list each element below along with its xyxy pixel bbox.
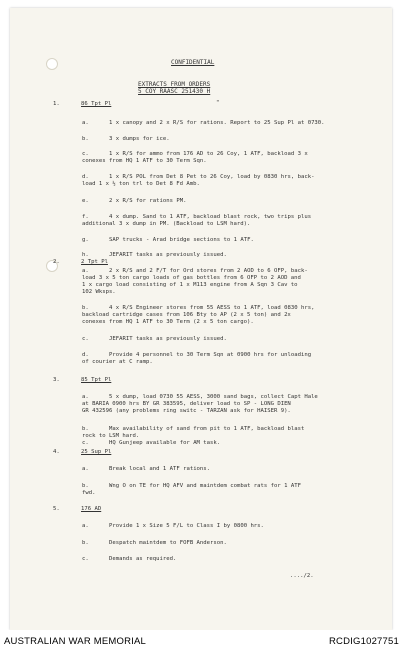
item-line: 2 x R/S for rations PM.: [109, 198, 187, 204]
section-number: 3.: [53, 377, 60, 383]
item-letter: b.: [82, 540, 89, 546]
section-number: 5.: [53, 506, 60, 512]
item-line: 5 x dump, load 0730 55 AESS, 3000 sand bags, collect Capt Hale: [109, 394, 318, 400]
item-line: GR 432596 (any problems ring switc - TARZAN ask for HAISER 9).: [82, 408, 291, 414]
item-letter: c.: [82, 151, 89, 157]
item-line: 102 Wksps.: [82, 289, 116, 295]
document-page: [10, 8, 392, 630]
item-line: Despatch maintdem to FOFB Anderson.: [109, 540, 227, 546]
item-line: 1 x cargo load consisting of 1 x M113 engine from A Sqn 3 Cav to: [82, 282, 298, 288]
item-line: 1 x R/S for ammo from 176 AD to 26 Coy, 1 ATF, backload 3 x: [109, 151, 308, 157]
item-line: rock to LSM hard.: [82, 433, 140, 439]
item-line: at BARIA 0900 hrs BY GR 383595, deliver load to SP - LONG DIEN: [82, 401, 291, 407]
document-title: EXTRACTS FROM ORDERS: [138, 81, 211, 88]
item-line: JEFARIT tasks as previously issued.: [109, 252, 227, 258]
item-line: JEFARIT tasks as previously issued.: [109, 336, 227, 342]
item-letter: b.: [82, 483, 89, 489]
item-line: conexes from HQ 1 ATF to 30 Term Sqn.: [82, 158, 207, 164]
item-line: Provide 1 x Size 5 F/L to Class I by 0800 hrs.: [109, 523, 264, 529]
archive-footer: [0, 630, 403, 653]
item-line: load 1 x ½ ton trl to Det 8 Fd Amb.: [82, 181, 200, 187]
item-line: Max availability of sand from pit to 1 ATF, backload blast: [109, 426, 305, 432]
item-letter: g.: [82, 237, 89, 243]
section-number: 2.: [53, 259, 60, 265]
item-line: fwd.: [82, 490, 96, 496]
item-line: of courier at C ramp.: [82, 359, 153, 365]
section-unit: 85 Tpt Pl: [81, 377, 112, 383]
item-letter: e.: [82, 198, 89, 204]
item-letter: d.: [82, 352, 89, 358]
item-line: Provide 4 personnel to 30 Term Sqn at 0900 hrs for unloading: [109, 352, 312, 358]
section-unit: 25 Sup Pl: [81, 449, 112, 455]
page-continuation: ..../2.: [290, 573, 314, 579]
item-line: additional 3 x dump in PM. (Backload to LSM hard).: [82, 221, 251, 227]
item-letter: d.: [82, 174, 89, 180]
item-letter: h.: [82, 252, 89, 258]
ditto-mark: ": [216, 100, 220, 106]
item-line: load 3 x 5 ton cargo loads of gas bottles from 6 OFP to 2 AOD and: [82, 275, 301, 281]
item-letter: a.: [82, 523, 89, 529]
item-line: 1 x R/S POL from Det 8 Pet to 26 Coy, load by 0830 hrs, back-: [109, 174, 315, 180]
item-line: 4 x R/S Engineer stores from 55 AESS to 1 ATF, load 0830 hrs,: [109, 305, 315, 311]
item-line: conexes from HQ 1 ATF to 30 Term (2 x 5 ton cargo).: [82, 319, 254, 325]
item-line: 1 x canopy and 2 x R/S for rations. Report to 25 Sup Pl at 0730.: [109, 120, 325, 126]
section-number: 1.: [53, 101, 60, 107]
archive-name: AUSTRALIAN WAR MEMORIAL: [4, 636, 147, 647]
item-letter: a.: [82, 394, 89, 400]
section-number: 4.: [53, 449, 60, 455]
item-letter: a.: [82, 268, 89, 274]
item-line: backload cartridge cases from 106 Bty to AP (2 x 5 ton) and 2x: [82, 312, 291, 318]
item-letter: b.: [82, 426, 89, 432]
item-letter: b.: [82, 305, 89, 311]
item-letter: a.: [82, 120, 89, 126]
item-letter: f.: [82, 214, 89, 220]
classification-heading: CONFIDENTIAL: [171, 59, 215, 66]
item-line: 3 x dumps for ice.: [109, 136, 170, 142]
item-letter: b.: [82, 136, 89, 142]
section-unit: 86 Tpt Pl: [81, 101, 112, 107]
item-line: Demands as required.: [109, 556, 177, 562]
archive-id: RCDIG1027751: [329, 636, 399, 647]
item-letter: c.: [82, 556, 89, 562]
item-letter: c.: [82, 336, 89, 342]
section-unit: 176 AD: [81, 506, 102, 512]
item-line: Break local and 1 ATF rations.: [109, 466, 211, 472]
item-line: 4 x dump. Sand to 1 ATF, backload blast rock, two trips plus: [109, 214, 312, 220]
item-line: HQ Gunjeep available for AM task.: [109, 440, 221, 446]
item-line: SAP trucks - Arad bridge sections to 1 ATF.: [109, 237, 254, 243]
document-subtitle: 5 COY RAASC 251430 H: [138, 88, 211, 95]
section-unit: 2 Tpt Pl: [81, 259, 108, 265]
item-line: 2 x R/S and 2 F/T for Ord stores from 2 AOD to 6 OFP, back-: [109, 268, 308, 274]
item-letter: c.: [82, 440, 89, 446]
item-letter: a.: [82, 466, 89, 472]
punch-hole: [46, 58, 58, 70]
item-line: Wng O on TE for HQ AFV and maintdem combat rats for 1 ATF: [109, 483, 301, 489]
